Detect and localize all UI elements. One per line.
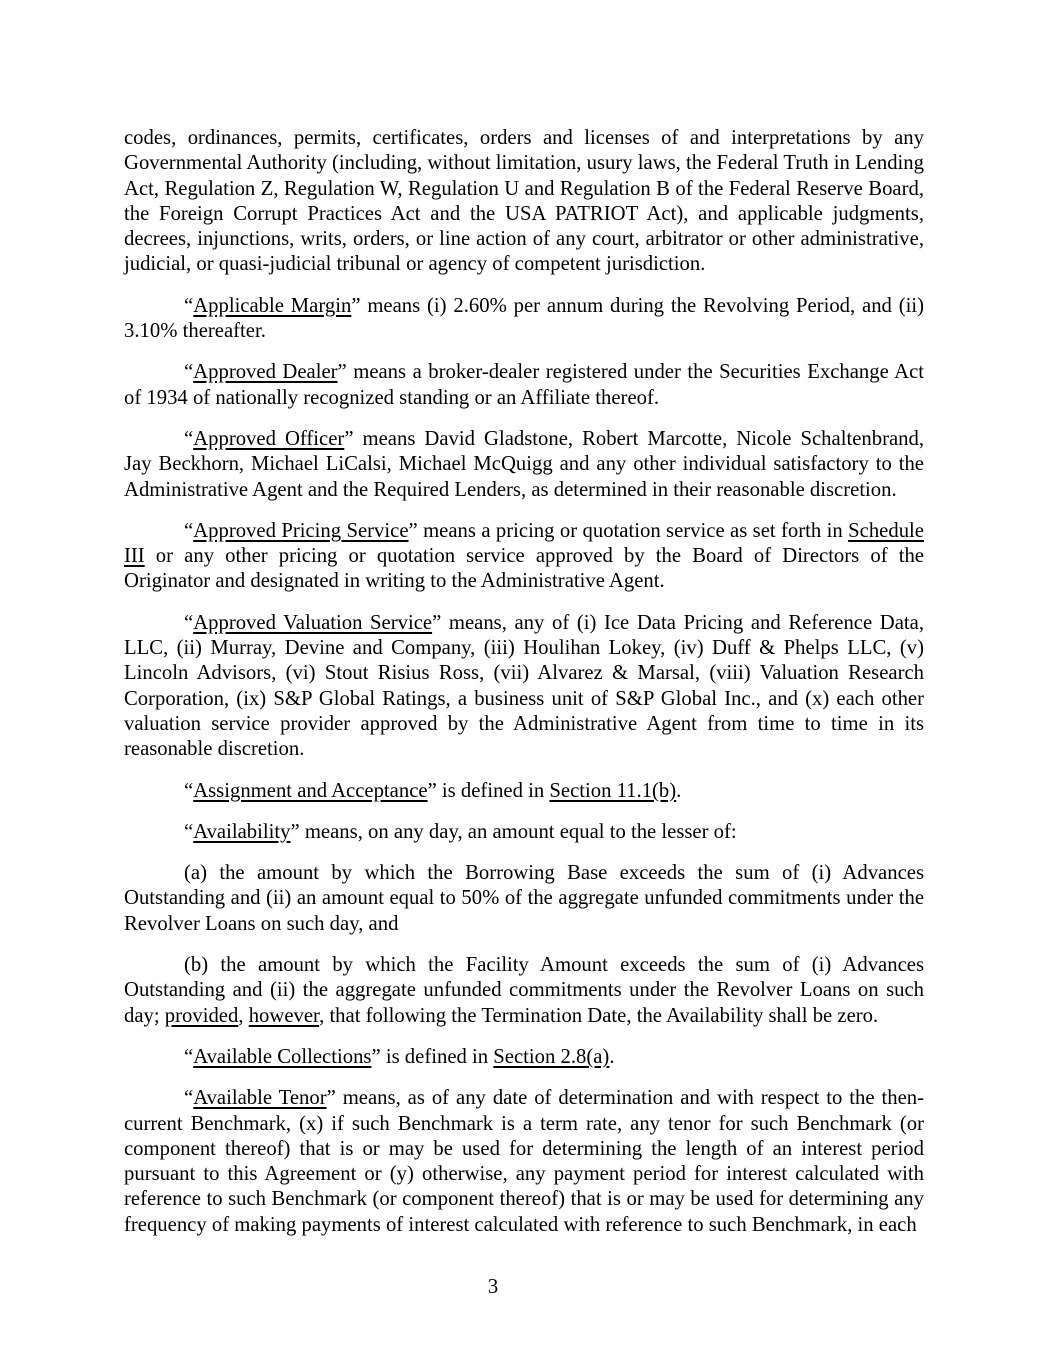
text-run: “ <box>184 427 194 450</box>
paragraph <box>124 861 924 937</box>
underlined-term: Assignment and Acceptance <box>193 779 428 802</box>
page-number: 3 <box>487 1276 499 1298</box>
text-run: “ <box>184 779 194 802</box>
underlined-term: Approved Pricing Service <box>193 519 409 542</box>
text-run: ” means, as of any date of determination and with respect to the then-current Benchmark, (x) if such Benchmark is a term rate, any tenor for such Benchmark (or component thereof) that is or may be used for determining the length of an interest period pursuant to this Agreement or (y) otherwise, any payment period for interest calculated with reference to such Benchmark (or component thereof) that is or may be used for determining any frequency of making payments of interest calculated with reference to such Benchmark, in each <box>124 1087 924 1236</box>
underlined-term: Available Collections <box>193 1045 372 1068</box>
text-run: codes, ordinances, permits, certificates, orders and licenses of and interpretations by any Governmental Authority (including, without limitation, usury laws, the Federal Truth in Lending Act, Regulation Z, Regulation W, Regulation U and Regulation B of the Federal Reserve Board, the Foreign Corrupt Practices Act and the USA PATRIOT Act), and applicable judgments, decrees, injunctions, writs, orders, or line action of any court, arbitrator or other administrative, judicial, or quasi-judicial tribunal or agency of competent jurisdiction. <box>124 127 924 276</box>
underlined-term: Section 11.1(b) <box>549 779 677 802</box>
paragraph <box>124 1045 924 1070</box>
paragraph <box>124 294 924 345</box>
underlined-term: Availability <box>193 820 291 843</box>
text-run: ” means a pricing or quotation service as set forth in <box>408 519 849 542</box>
paragraph <box>124 820 924 845</box>
paragraph <box>124 519 924 595</box>
text-run: . <box>609 1045 615 1068</box>
text-run: ” means (i) 2.60% per annum during the Revolving Period, and (ii) 3.10% thereafter. <box>124 294 924 343</box>
text-run: ” means, on any day, an amount equal to the lesser of: <box>290 820 737 843</box>
underlined-term: Applicable Margin <box>193 294 352 317</box>
text-run: ” means a broker-dealer registered under the Securities Exchange Act of 1934 of nationally recognized standing or an Affiliate thereof. <box>124 361 924 409</box>
underlined-term: Available Tenor <box>193 1087 327 1110</box>
text-run: ” is defined in <box>427 779 550 802</box>
text-run: (b) the amount by which the Facility Amount exceeds the sum of (i) Advances Outstanding and (ii) the aggregate unfunded commitments under the Revolver Loans on such day; <box>124 954 924 1027</box>
text-run: ” means, any of (i) Ice Data Pricing and Reference Data, LLC, (ii) Murray, Devine and Company, (iii) Houlihan Lokey, (iv) Duff & Phelps LLC, (v) Lincoln Advisors, (vi) Stout Risius Ross, (vii) Alvarez & Marsal, (viii) Valuation Research Corporation, (ix) S&P Global Ratings, a business unit of S&P Global Inc., and (x) each other valuation service provider approved by the Administrative Agent from time to time in its reasonable discretion. <box>124 611 924 761</box>
text-run: “ <box>184 1045 194 1068</box>
text-run: “ <box>184 294 194 317</box>
text-run: “ <box>184 1087 194 1110</box>
underlined-term: Approved Officer <box>193 427 345 450</box>
text-run: (a) the amount by which the Borrowing Base exceeds the sum of (i) Advances Outstanding and (ii) an amount equal to 50% of the aggregate unfunded commitments under the Revolver Loans on such day, and <box>124 862 924 935</box>
underlined-term: provided <box>164 1004 239 1027</box>
paragraph <box>124 779 924 804</box>
paragraph <box>124 126 924 278</box>
text-run: . <box>676 779 682 802</box>
text-run: or any other pricing or quotation service approved by the Board of Directors of the Originator and designated in writing to the Administrative Agent. <box>124 545 924 593</box>
text-run: “ <box>184 519 194 542</box>
text-run: “ <box>184 361 194 384</box>
text-run: , <box>238 1004 249 1027</box>
paragraph <box>124 1086 924 1238</box>
underlined-term: Section 2.8(a) <box>493 1045 610 1068</box>
text-run: “ <box>184 611 194 634</box>
text-run: ” is defined in <box>371 1045 494 1068</box>
paragraph <box>124 953 924 1029</box>
text-run: ” means David Gladstone, Robert Marcotte, Nicole Schaltenbrand, Jay Beckhorn, Michael LiCalsi, Michael McQuigg and any other individual satisfactory to the Administrative Agent and the Required Lenders, as determined in their reasonable discretion. <box>124 427 924 501</box>
paragraph <box>124 611 924 763</box>
underlined-term: however <box>248 1004 320 1027</box>
underlined-term: Schedule III <box>124 519 924 568</box>
page-footer <box>0 1275 986 1300</box>
paragraph <box>124 427 924 503</box>
text-run: “ <box>184 820 194 843</box>
underlined-term: Approved Valuation Service <box>193 611 433 634</box>
document-content <box>124 126 924 1254</box>
paragraph <box>124 360 924 411</box>
underlined-term: Approved Dealer <box>193 361 338 384</box>
text-run: , that following the Termination Date, the Availability shall be zero. <box>319 1004 879 1027</box>
